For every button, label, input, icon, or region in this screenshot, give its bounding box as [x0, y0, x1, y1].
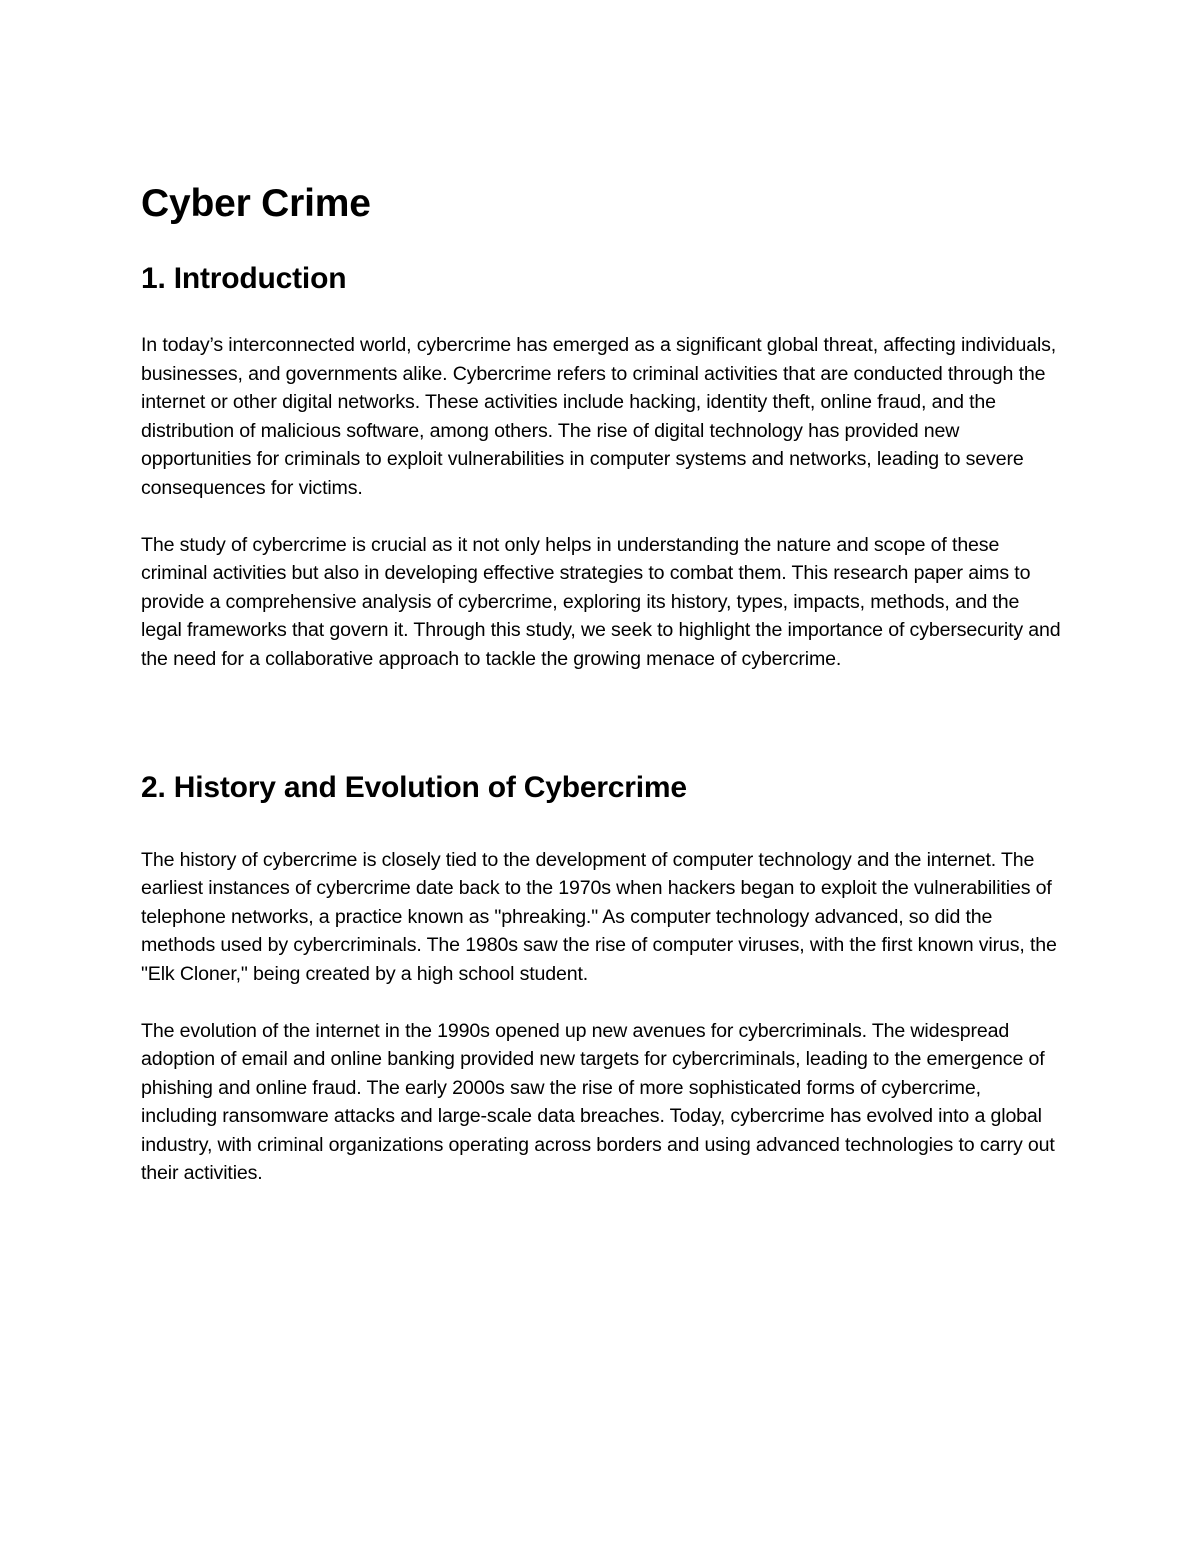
paragraph: The evolution of the internet in the 1990s opened up new avenues for cybercriminals. The widespread adoption of email and online banking provided new targets for cybercriminals, leading to the emergence of phishing and online fraud. The early 2000s saw the rise of more sophisticated forms of cybercrime, including ransomware attacks and large-scale data breaches. Today, cybercrime has evolved into a global industry, with criminal organizations operating across borders and using advanced technologies to carry out their activities. [141, 1019, 1055, 1185]
document-title: Cyber Crime [141, 182, 371, 225]
paragraph: The history of cybercrime is closely tied to the development of computer technology and the internet. The earliest instances of cybercrime date back to the 1970s when hackers began to exploit the vulnerabilities of telephone networks, a practice known as "phreaking." As computer technology advanced, so did the methods used by cybercriminals. The 1980s saw the rise of computer viruses, with the first known virus, the "Elk Cloner," being created by a high school student. [141, 848, 1057, 985]
document-content [141, 180, 1061, 1188]
paragraph: In today’s interconnected world, cybercrime has emerged as a significant global threat, affecting individuals, businesses, and governments alike. Cybercrime refers to criminal activities that are conducted through the internet or other digital networks. These activities include hacking, identity theft, online fraud, and the distribution of malicious software, among others. The rise of digital technology has provided new opportunities for criminals to exploit vulnerabilities in computer systems and networks, leading to severe consequences for victims. [141, 334, 1057, 499]
paragraph: The study of cybercrime is crucial as it not only helps in understanding the nature and scope of these criminal activities but also in developing effective strategies to combat them. This research paper aims to provide a comprehensive analysis of cybercrime, exploring its history, types, impacts, methods, and the legal frameworks that govern it. Through this study, we seek to highlight the importance of cybersecurity and the need for a collaborative approach to tackle the growing menace of cybercrime. [141, 533, 1061, 670]
section-heading-history: 2. History and Evolution of Cybercrime [141, 770, 687, 804]
section-heading-introduction: 1. Introduction [141, 262, 347, 295]
